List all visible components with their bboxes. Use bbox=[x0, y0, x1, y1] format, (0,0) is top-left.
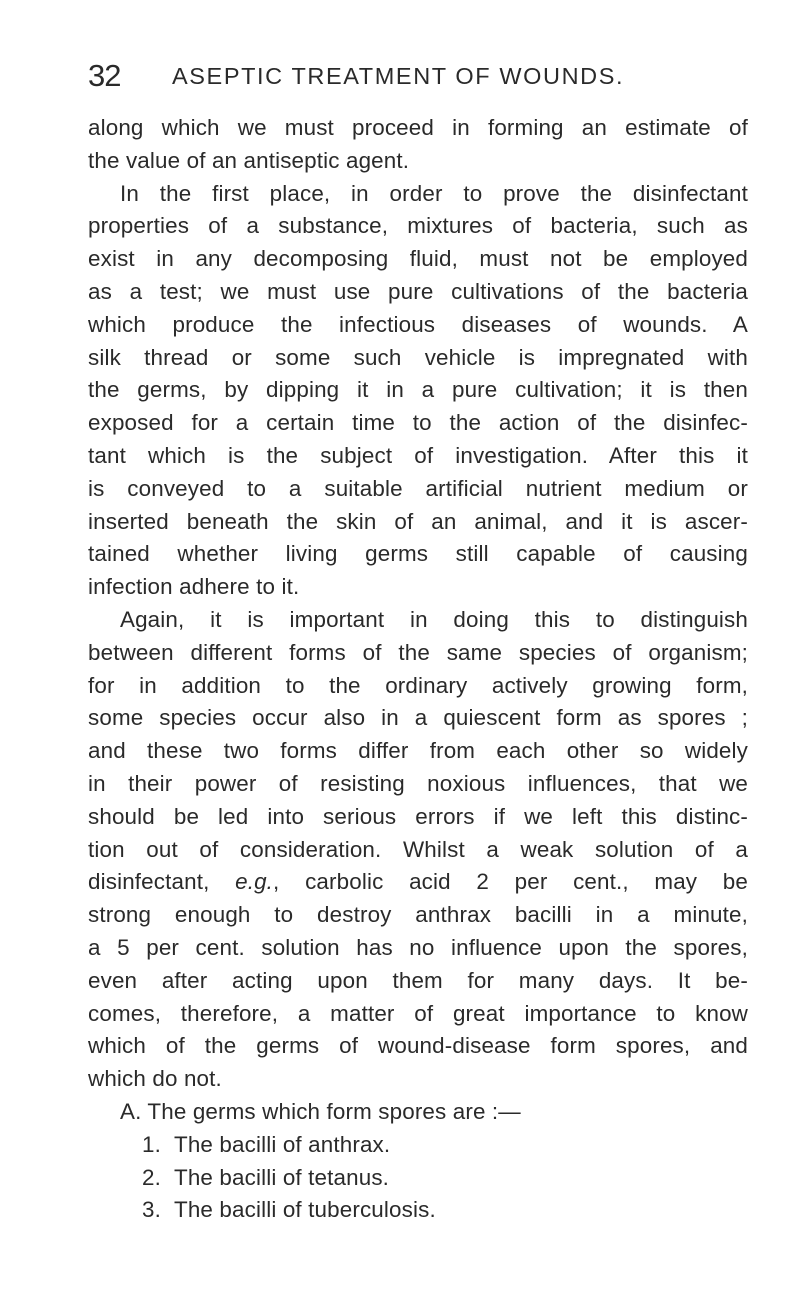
text-line: silk thread or some such vehicle is impregnated with bbox=[88, 344, 748, 370]
text-line: even after acting upon them for many days. It be- bbox=[88, 967, 748, 993]
text-line: should be led into serious errors if we left this distinc- bbox=[88, 803, 748, 829]
text-line: which of the germs of wound-disease form spores, and bbox=[88, 1033, 748, 1059]
page-number: 32 bbox=[88, 58, 121, 93]
text-line: properties of a substance, mixtures of bacteria, such as bbox=[88, 213, 748, 239]
text-line: strong enough to destroy anthrax bacilli in a minute, bbox=[88, 902, 748, 928]
list-text: The bacilli of anthrax. bbox=[174, 1131, 391, 1157]
body-text bbox=[88, 112, 748, 1227]
text-line: a 5 per cent. solution has no influence upon the spores, bbox=[88, 934, 748, 960]
text-line: tant which is the subject of investigation. After this it bbox=[88, 442, 748, 468]
text-line: some species occur also in a quiescent form as spores ; bbox=[88, 705, 748, 731]
text-line: disinfectant, e.g., carbolic acid 2 per cent., may be bbox=[88, 869, 749, 895]
text-line: which do not. bbox=[88, 1066, 222, 1092]
text-line: tion out of consideration. Whilst a weak solution of a bbox=[88, 836, 748, 862]
text-line: and these two forms differ from each other so widely bbox=[88, 738, 748, 764]
text-line: as a test; we must use pure cultivations of the bacteria bbox=[88, 278, 748, 304]
text-line: for in addition to the ordinary actively growing form, bbox=[88, 672, 748, 698]
text-line: is conveyed to a suitable artificial nutrient medium or bbox=[88, 475, 748, 501]
list-text: The bacilli of tuberculosis. bbox=[174, 1197, 436, 1223]
text-line: inserted beneath the skin of an animal, and it is ascer- bbox=[88, 508, 748, 534]
list-number: 2. bbox=[142, 1164, 161, 1190]
list-number: 3. bbox=[142, 1197, 161, 1223]
text-line: In the first place, in order to prove the disinfectant bbox=[120, 180, 748, 206]
text-line: infection adhere to it. bbox=[88, 574, 300, 600]
text-line: the value of an antiseptic agent. bbox=[88, 147, 410, 173]
text-line: between different forms of the same species of organism; bbox=[88, 639, 748, 665]
list-item bbox=[88, 1194, 748, 1227]
text-line: Again, it is important in doing this to distinguish bbox=[120, 606, 748, 632]
text-line: which produce the infectious diseases of wounds. A bbox=[88, 311, 748, 337]
text-line: comes, therefore, a matter of great importance to know bbox=[88, 1000, 748, 1026]
text-line: A. The germs which form spores are :— bbox=[120, 1098, 521, 1124]
text-line: exist in any decomposing fluid, must not be employed bbox=[88, 246, 748, 272]
text-line: along which we must proceed in forming an estimate of bbox=[88, 115, 748, 140]
text-line: in their power of resisting noxious influences, that we bbox=[88, 770, 748, 796]
list-text: The bacilli of tetanus. bbox=[174, 1164, 390, 1190]
list-item bbox=[88, 1162, 748, 1195]
text-line: tained whether living germs still capable of causing bbox=[88, 541, 748, 567]
list-item bbox=[88, 1129, 748, 1162]
page-header bbox=[88, 58, 720, 94]
text-line: exposed for a certain time to the action of the disinfec- bbox=[88, 410, 748, 436]
text-line: the germs, by dipping it in a pure cultivation; it is then bbox=[88, 377, 748, 403]
running-title: ASEPTIC TREATMENT OF WOUNDS. bbox=[172, 63, 625, 89]
list-number: 1. bbox=[142, 1131, 161, 1157]
